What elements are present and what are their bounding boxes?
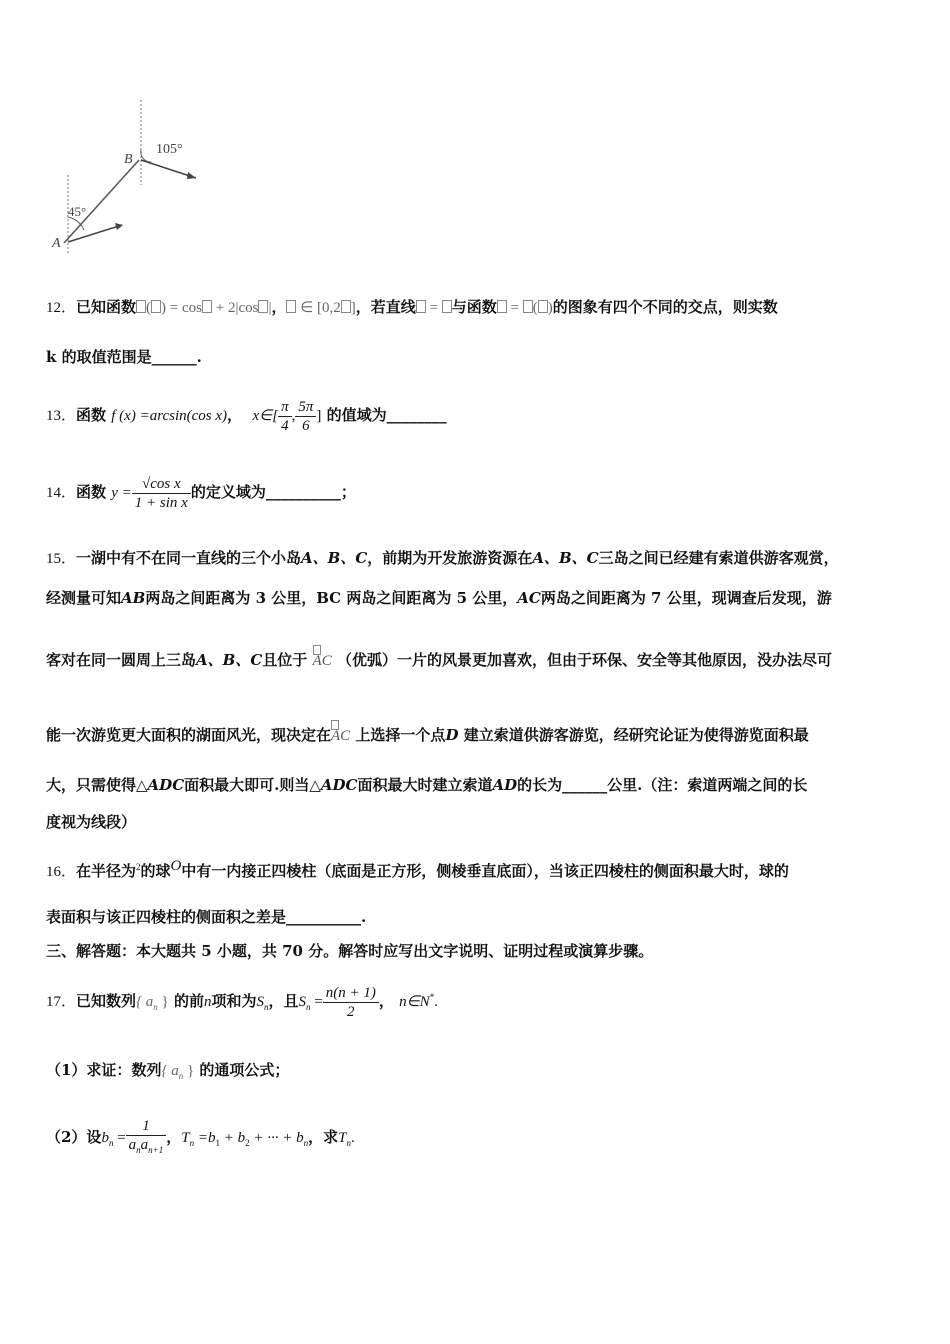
label-B: B bbox=[124, 152, 133, 167]
question-15-line6: 度视为线段） bbox=[46, 813, 137, 831]
question-17-part2: （2）设$b_n$ = $\frac{1}{a_na_{n+1}}$ ，$T_n =b_1 + b_2$ + ··· + $b_n$，求$T_n$. bbox=[46, 1118, 355, 1155]
question-16-line1: 16．在半径为$^2$的球$^O$中有一内接正四棱柱（底面是正方形，侧棱垂直底面），当该正四棱柱的侧面积最大时，球的 bbox=[46, 858, 789, 880]
question-17-part1: （1）求证：数列{ $a_n$ } 的通项公式； bbox=[46, 1061, 290, 1081]
arrow-head-A bbox=[115, 223, 123, 230]
function-expression: ( ) = cos + 2|cos | bbox=[136, 300, 271, 316]
arc-AC: AC bbox=[331, 720, 350, 746]
question-15-line1: 15．一湖中有不在同一直线的三个小岛A、B、C，前期为开发旅游资源在A、B、C三岛之间已经建有索道供游客观赏， bbox=[46, 549, 839, 567]
question-14: 14．函数 y = $\frac{\text{√cos x}}{\text{1 + sin x}}$ 的定义域为__________； bbox=[46, 475, 356, 511]
label-A: A bbox=[52, 236, 61, 251]
question-15-line4: 能一次游览更大面积的湖面风光，现决定在AC 上选择一个点D 建立索道供游客游览，经研究论证为使得游览面积最 bbox=[46, 720, 910, 746]
angle-45: 45° bbox=[68, 204, 87, 219]
question-17: 17．已知数列{ $a_n$ } 的前n项和为$S_n$，且$S_n$ = $\frac{n(n + 1)}{2}$ ， n∈N*. bbox=[46, 984, 438, 1020]
question-12-line2: k 的取值范围是______. bbox=[46, 348, 202, 366]
arc-AC: AC bbox=[313, 645, 332, 671]
question-15-line2: 经测量可知AB两岛之间距离为 3 公里，BC 两岛之间距离为 5 公里，AC两岛之间距离为 7 公里，现调查后发现，游 bbox=[46, 589, 832, 607]
question-13: 13．函数 f (x) =arcsin(cos x)， x∈[ $\frac{\pi}{4}$ , $\frac{5\pi}{6}$ ] 的值域为________ bbox=[46, 398, 447, 434]
domain-expression: ∈ [0,2 ] bbox=[286, 300, 355, 316]
angle-105: 105° bbox=[156, 142, 183, 157]
question-16-line2: 表面积与该正四棱柱的侧面积之差是__________. bbox=[46, 908, 367, 926]
vector-diagram bbox=[46, 95, 266, 265]
segment-AB bbox=[64, 160, 139, 243]
question-15-line5: 大，只需使得△ADC面积最大即可.则当△ADC面积最大时建立索道AD的长为______公里.（注：索道两端之间的长 bbox=[46, 776, 808, 794]
question-12-line1: 12．已知函数 ( ) = cos + 2|cos |， ∈ [0,2 ]，若直线 = 与函数 = ( )的图象有四个不同的交点，则实数 bbox=[46, 298, 778, 316]
section-3-heading: 三、解答题：本大题共 5 小题，共 70 分。解答时应写出文字说明、证明过程或演算步骤。 bbox=[46, 942, 654, 960]
question-15-line3: 客对在同一圆周上三岛A、B、C且位于 AC （优弧）一片的风景更加喜欢，但由于环保、安全等其他原因，没办法尽可 bbox=[46, 645, 910, 671]
arrow-head-B bbox=[187, 172, 196, 179]
arrow-from-A bbox=[68, 225, 122, 242]
